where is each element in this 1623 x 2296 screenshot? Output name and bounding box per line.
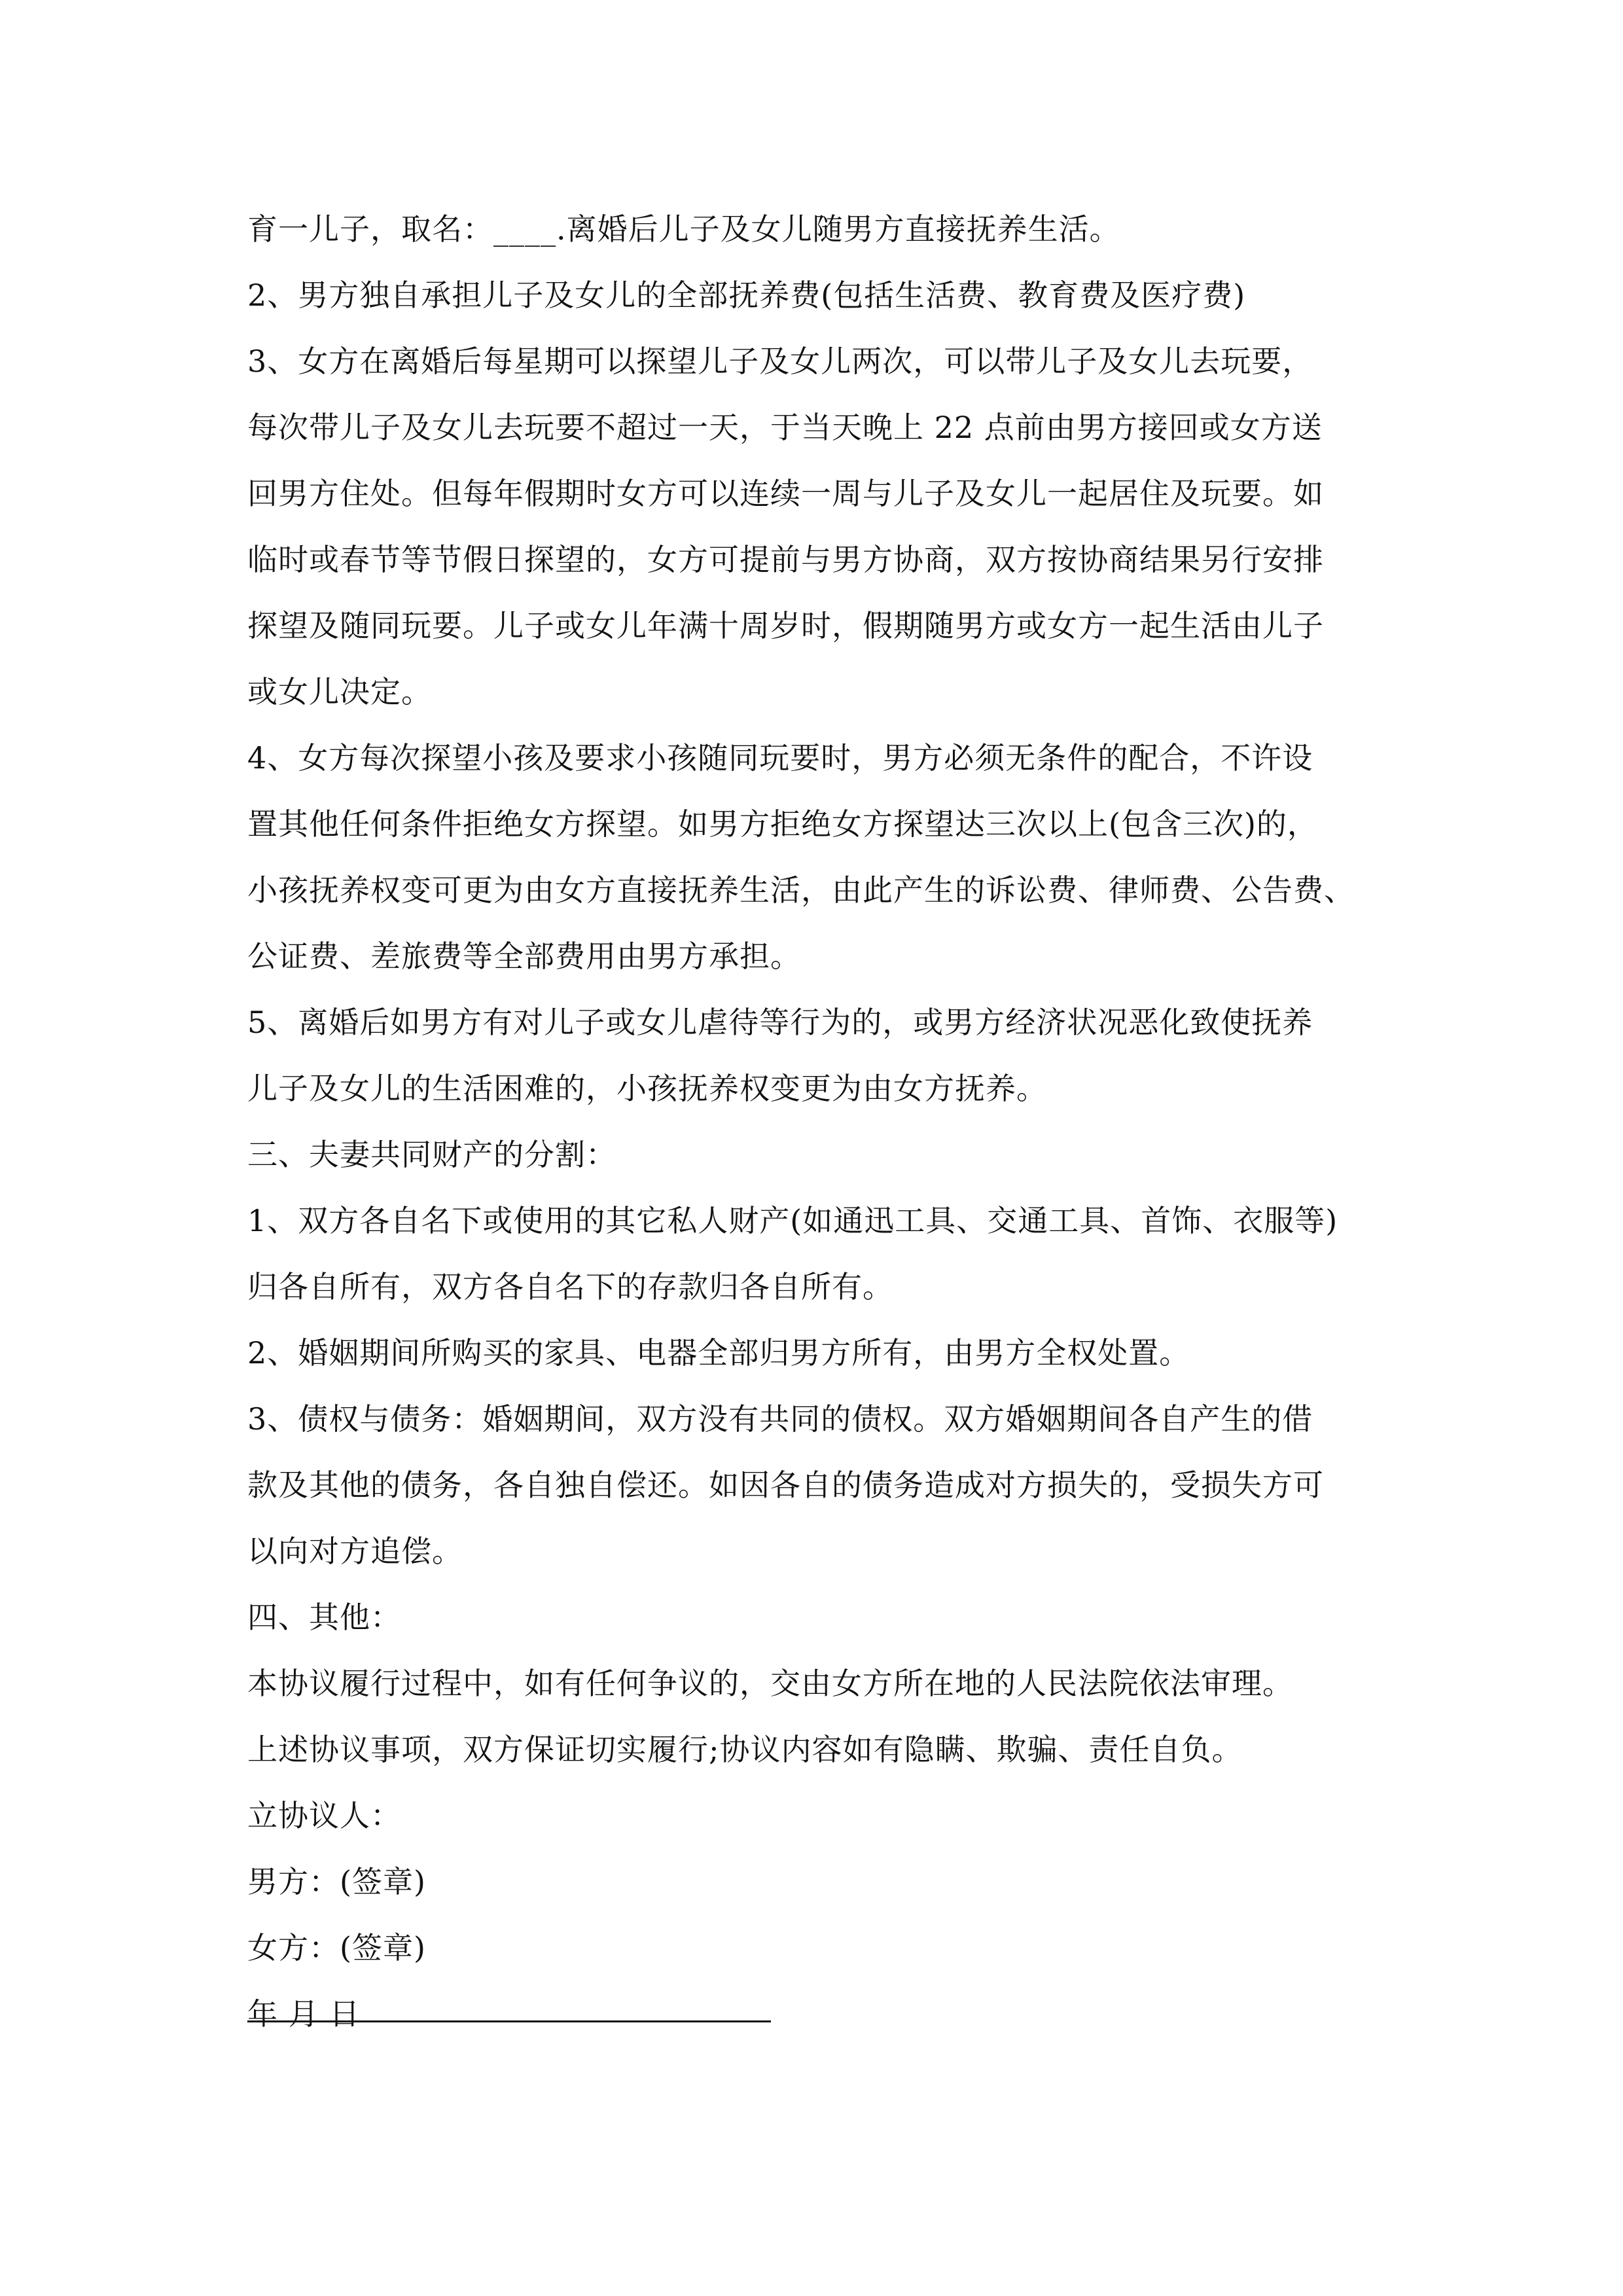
section-heading: 三、夫妻共同财产的分割：: [247, 1137, 616, 1172]
text-line: 3、债权与债务：婚姻期间，双方没有共同的债权。双方婚姻期间各自产生的借: [247, 1401, 1313, 1437]
text-line: 以向对方追偿。: [247, 1534, 463, 1569]
male-party-signature: 男方：(签章): [247, 1864, 426, 1899]
text-line: 育一儿子，取名：____.离婚后儿子及女儿随男方直接抚养生活。: [247, 211, 1120, 247]
section-heading: 四、其他：: [247, 1600, 401, 1635]
text-line: 2、男方独自承担儿子及女儿的全部抚养费(包括生活费、教育费及医疗费): [247, 278, 1246, 313]
text-line: 归各自所有，双方各自名下的存款归各自所有。: [247, 1269, 893, 1304]
text-line: 2、婚姻期间所购买的家具、电器全部归男方所有，由男方全权处置。: [247, 1335, 1190, 1371]
divider-rule: [247, 2020, 771, 2022]
female-party-signature: 女方：(签章): [247, 1930, 426, 1965]
text-line: 5、离婚后如男方有对儿子或女儿虐待等行为的，或男方经济状况恶化致使抚养: [247, 1005, 1313, 1040]
text-line: 3、女方在离婚后每星期可以探望儿子及女儿两次，可以带儿子及女儿去玩要，: [247, 344, 1313, 379]
signatories-label: 立协议人：: [247, 1798, 401, 1833]
text-line: 探望及随同玩要。儿子或女儿年满十周岁时，假期随男方或女方一起生活由儿子: [247, 608, 1324, 643]
text-line: 上述协议事项，双方保证切实履行;协议内容如有隐瞒、欺骗、责任自负。: [247, 1732, 1243, 1767]
text-line: 置其他任何条件拒绝女方探望。如男方拒绝女方探望达三次以上(包含三次)的，: [247, 806, 1318, 842]
text-line: 回男方住处。但每年假期时女方可以连续一周与儿子及女儿一起居住及玩要。如: [247, 476, 1324, 511]
date-line: 年 月 日: [247, 1996, 361, 2032]
text-line: 本协议履行过程中，如有任何争议的，交由女方所在地的人民法院依法审理。: [247, 1666, 1293, 1701]
text-line: 款及其他的债务，各自独自偿还。如因各自的债务造成对方损失的，受损失方可: [247, 1467, 1324, 1503]
text-line: 每次带儿子及女儿去玩要不超过一天，于当天晚上 22 点前由男方接回或女方送: [247, 410, 1323, 445]
document-body: [247, 196, 1412, 2047]
text-line: 小孩抚养权变可更为由女方直接抚养生活，由此产生的诉讼费、律师费、公告费、: [247, 872, 1355, 908]
text-line: 或女儿决定。: [247, 674, 432, 709]
text-line: 儿子及女儿的生活困难的，小孩抚养权变更为由女方抚养。: [247, 1071, 1047, 1106]
text-line: 1、双方各自名下或使用的其它私人财产(如通迅工具、交通工具、首饰、衣服等): [247, 1203, 1338, 1238]
text-line: 公证费、差旅费等全部费用由男方承担。: [247, 939, 801, 974]
text-line: 临时或春节等节假日探望的，女方可提前与男方协商，双方按协商结果另行安排: [247, 542, 1324, 577]
text-line: 4、女方每次探望小孩及要求小孩随同玩要时，男方必须无条件的配合，不许设: [247, 740, 1313, 776]
